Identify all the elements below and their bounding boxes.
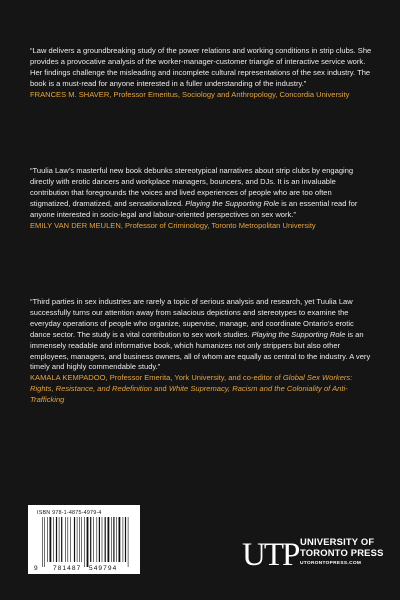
blurb-shaver: [30, 46, 372, 101]
barcode-bar: [105, 517, 106, 562]
barcode-bar: [123, 517, 124, 562]
barcode-bar: [70, 517, 71, 562]
utp-logo-mark: [242, 535, 300, 569]
barcode-bar: [87, 517, 89, 567]
publisher-name-line1: UNIVERSITY OF: [300, 536, 375, 547]
text-run: and: [152, 384, 169, 394]
blurb-attribution: [30, 90, 372, 101]
blurb-text: [30, 46, 372, 90]
publisher-url: UTORONTOPRESS.COM: [300, 561, 362, 566]
publisher-name: [300, 537, 384, 558]
text-run: “Law delivers a groundbreaking study of the power relations and working conditions in strip clubs. She provides a provocative analysis of the worker-manager-customer triangle of interactive service work. Her findings challenge the misleading and incomplete cultural representations of the sex industry. The book is a must-read for anyone interested in a fuller understanding of the industry.”: [30, 46, 372, 88]
barcode-bar: [53, 517, 54, 562]
italic-title: Playing the Supporting Role: [251, 329, 346, 339]
barcode-bar: [68, 517, 69, 562]
barcode-bar: [61, 517, 62, 562]
barcode-bar: [116, 517, 117, 562]
barcode-bar: [90, 517, 91, 562]
barcode-bar: [77, 517, 78, 562]
barcode-bar: [125, 517, 126, 562]
text-run: is an immensely readable and informative book, which humanizes not only strippers but also other employees, managers, and business owners, all of whom are equally as central to the industry. A very timely and highly commendable study.”: [30, 329, 371, 372]
text-run: KAMALA KEMPADOO, Professor Emerita, York University, and co-editor of: [30, 373, 283, 383]
barcode-bar: [74, 517, 75, 562]
text-run: FRANCES M. SHAVER, Professor Emeritus, Sociology and Anthropology, Concordia University: [30, 89, 350, 99]
blurb-attribution: [30, 373, 372, 406]
barcode-right-digits: 549794: [89, 565, 118, 571]
barcode-bar: [50, 517, 52, 562]
barcode-bar: [99, 517, 100, 562]
utp-mark-text: UTP: [242, 537, 299, 569]
barcode-bar: [79, 517, 80, 562]
barcode-bar: [119, 517, 121, 562]
barcode-bar: [59, 517, 60, 562]
barcode-bar: [108, 517, 110, 562]
blurb-kempadoo: [30, 297, 372, 406]
isbn-label: ISBN 978-1-4875-4979-4: [37, 510, 102, 516]
text-run: “Third parties in sex industries are rarely a topic of serious analysis and research, yet Tuulia Law successfully turns our attention away from salacious depictions and stereotypes to examine the everyday operations of people who organize, supervise, manage, and coordinate Ontario’s erotic dance sector. The study is a vital contribution to sex work studies.: [30, 297, 354, 339]
barcode-bar: [128, 517, 129, 567]
italic-title: Global Sex Workers: Rights, Resistance, and Redefinition: [30, 373, 353, 394]
text-run: “Tuulia Law’s masterful new book debunks stereotypical narratives about strip clubs by engaging directly with erotic dancers and workplace managers, bouncers, and DJs. It is an invaluable contribution that foregrounds the voices and lived experiences of people who are too often stigmatized, dramatized, and sensationalized.: [30, 166, 354, 208]
barcode-bar: [97, 517, 98, 562]
barcode-bar: [65, 517, 66, 562]
barcode-bar: [44, 517, 45, 567]
barcode-bar: [111, 517, 112, 562]
blurb-van-der-meulen: [30, 166, 372, 231]
publisher-logo: [242, 535, 382, 575]
barcode-lead-digit: 9: [34, 565, 38, 571]
italic-title: Playing the Supporting Role: [185, 198, 280, 208]
barcode-graphic: [33, 517, 135, 571]
text-run: EMILY VAN DER MEULEN, Professor of Criminology, Toronto Metropolitan University: [30, 220, 316, 230]
blurb-text: [30, 297, 372, 373]
blurb-attribution: [30, 221, 372, 232]
barcode-bar: [47, 517, 48, 562]
barcode-bar: [84, 517, 85, 567]
barcode-bar: [42, 517, 43, 567]
text-run: is an essential read for anyone interested in socio-legal and labour-oriented perspectives on sex work.”: [30, 198, 358, 219]
barcode-left-digits: 781487: [53, 565, 82, 571]
publisher-name-line2: TORONTO PRESS: [300, 546, 384, 558]
barcode-bar: [81, 517, 82, 562]
barcode-bar: [93, 517, 94, 562]
barcode-bar: [113, 517, 114, 562]
blurb-text: [30, 166, 372, 221]
barcode-bar: [102, 517, 103, 562]
isbn-barcode: [28, 505, 140, 574]
italic-title: White Supremacy, Racism and the Coloniality of Anti-Trafficking: [30, 384, 348, 405]
barcode-bar: [56, 517, 57, 562]
